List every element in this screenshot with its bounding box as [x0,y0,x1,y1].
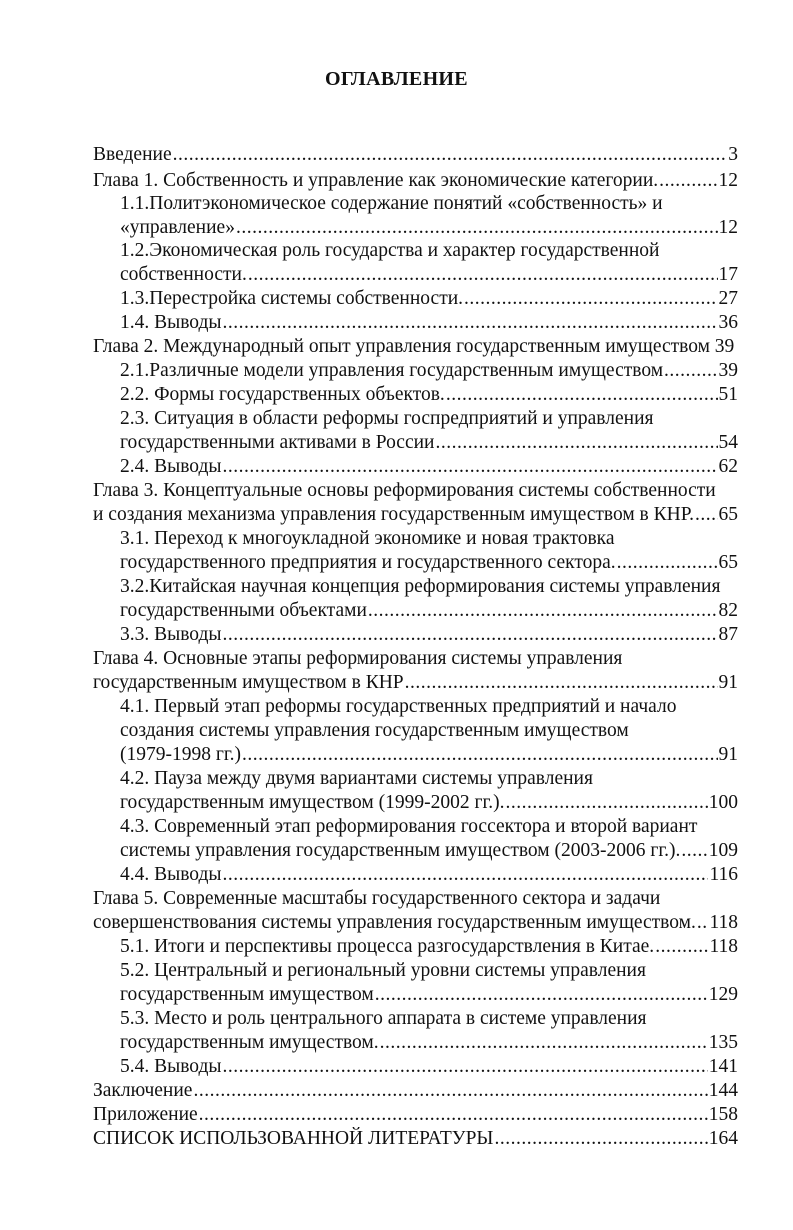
toc-entry-text: 1.1.Политэкономическое содержание понятий «собственность» и [120,193,663,214]
toc-entry-text: 2.4. Выводы [120,456,222,477]
toc-entry-text: и создания механизма управления государственным имуществом в КНР. [93,504,695,525]
toc-entry [93,1103,738,1127]
toc-entry [120,311,738,335]
toc-entry-text: 4.2. Пауза между двумя вариантами системы управления [120,768,593,789]
toc-entry-text: совершенствования системы управления государственным имуществом. [93,912,696,933]
toc-leader [236,216,718,240]
toc-entry [120,287,738,311]
toc-page-number: 12 [718,170,738,191]
toc-entry-text: государственным имуществом в КНР [93,672,404,693]
toc-leader [375,983,708,1007]
toc-entry-text: Глава 2. Международный опыт управления государственным имуществом 39 [93,336,735,357]
toc-entry [120,455,738,479]
toc-leader [199,1103,708,1127]
toc-entry-text: государственными активами в России [120,432,435,453]
toc-entry-text: Глава 3. Концептуальные основы реформирования системы собственности [93,480,716,501]
toc-entry-text: государственным имуществом. [120,1032,379,1053]
toc-page-number: 27 [718,288,738,309]
toc-leader [193,1079,707,1103]
toc-entry [93,911,738,935]
toc-page-number: 100 [708,792,738,813]
toc-entry-text: СПИСОК ИСПОЛЬЗОВАННОЙ ЛИТЕРАТУРЫ [93,1128,494,1149]
toc-entry-text: 2.1.Различные модели управления государственным имуществом [120,360,664,381]
toc-page-number: 116 [709,864,738,885]
toc-entry [120,551,738,575]
toc-leader [617,551,718,575]
toc-entry-text: 3.1. Переход к многоукладной экономике и новая трактовка [120,528,615,549]
toc-page-number: 109 [708,840,738,861]
toc-leader [494,1127,707,1151]
toc-page-number: 87 [718,624,738,645]
toc-page-number: 118 [709,912,738,933]
toc-entry [120,863,738,887]
toc-entry-text: 4.4. Выводы [120,864,222,885]
toc-entry-text: 5.4. Выводы [120,1056,222,1077]
toc-leader [664,359,717,383]
toc-entry [120,383,738,407]
toc-entry-text: 4.1. Первый этап реформы государственных предприятий и начало [120,696,677,717]
toc-entry [120,359,738,383]
toc-entry-text: 4.3. Современный этап реформирования госсектора и второй вариант [120,816,698,837]
toc-leader [681,839,707,863]
toc-page-number: 54 [718,432,738,453]
toc-leader [223,623,718,647]
toc-page-number: 51 [718,384,738,405]
toc-entry [93,503,738,527]
toc-leader [173,143,728,167]
toc-entry-text: 1.2.Экономическая роль государства и характер государственной [120,240,660,261]
toc-entry-text: 2.2. Формы государственных объектов. [120,384,445,405]
toc-entry [120,263,738,287]
toc-page-number: 65 [718,504,738,525]
toc-page-number: 129 [708,984,738,1005]
toc-entry [120,983,738,1007]
toc-entry-text: государственным имуществом [120,984,374,1005]
toc-entry [120,791,738,815]
toc-page-number: 118 [709,936,738,957]
toc-entry-text: 5.1. Итоги и перспективы процесса разгосударствления в Китае. [120,936,655,957]
toc-entry-text: Заключение [93,1080,193,1101]
toc-leader [223,311,718,335]
toc-leader [464,287,717,311]
toc-entry [93,671,738,695]
toc-leader [659,169,717,193]
toc-leader [695,503,717,527]
toc-entry-text: «управление» [120,217,235,238]
toc-entry-text: системы управления государственным имуществом (2003-2006 гг.). [120,840,681,861]
toc-page-number: 158 [708,1104,738,1125]
toc-leader [697,911,709,935]
toc-entry-text: государственными объектами [120,600,367,621]
toc-page-number: 144 [708,1080,738,1101]
toc-page-number: 17 [718,264,738,285]
toc-leader [223,1055,708,1079]
toc-leader [655,935,708,959]
toc-page-number: 141 [708,1056,738,1077]
toc-entry [120,1031,738,1055]
page-title: ОГЛАВЛЕНИЕ [325,68,468,90]
toc-entry [120,935,738,959]
toc-page-number: 39 [718,360,738,381]
toc-leader [223,863,709,887]
toc-entry [93,1127,738,1151]
toc-page-number: 12 [718,217,738,238]
toc-entry-text: государственным имуществом (1999-2002 гг.). [120,792,505,813]
toc-entry-text: (1979-1998 гг.) [120,744,242,765]
toc-entry-text: собственности. [120,264,247,285]
toc-page-number: 91 [718,744,738,765]
toc-leader [242,743,717,767]
toc-entry [120,431,738,455]
toc-entry [120,1055,738,1079]
toc-entry-text: Глава 1. Собственность и управление как экономические категории. [93,170,659,191]
toc-entry-text: 5.3. Место и роль центрального аппарата в системе управления [120,1008,647,1029]
toc-entry [120,839,738,863]
toc-entry-text: государственного предприятия и государственного сектора. [120,552,616,573]
toc-entry-text: 1.3.Перестройка системы собственности. [120,288,464,309]
toc-entry [93,143,738,167]
toc-entry-text: Приложение [93,1104,198,1125]
toc-leader [436,431,718,455]
toc-entry-text: 3.2.Китайская научная концепция реформирования системы управления [120,576,721,597]
toc-entry [93,169,738,193]
toc-entry-text: Глава 4. Основные этапы реформирования системы управления [93,648,623,669]
toc-entry [120,599,738,623]
toc-page-number: 36 [718,312,738,333]
toc-entry-text: создания системы управления государственным имуществом [120,720,629,741]
toc-page-number: 3 [728,144,738,165]
toc-entry [120,623,738,647]
toc-entry-text: 3.3. Выводы [120,624,222,645]
toc-page-number: 91 [718,672,738,693]
toc-entry [120,743,738,767]
toc-entry [93,1079,738,1103]
toc-leader [405,671,718,695]
toc-leader [446,383,718,407]
toc-page-number: 135 [708,1032,738,1053]
toc-page-number: 62 [718,456,738,477]
toc-leader [368,599,718,623]
toc-leader [380,1031,708,1055]
toc-page-number: 164 [708,1128,738,1149]
toc-page-number: 65 [718,552,738,573]
toc-leader [506,791,708,815]
toc-leader [248,263,718,287]
toc-entry-text: Глава 5. Современные масштабы государственного сектора и задачи [93,888,661,909]
toc-leader [223,455,718,479]
toc-entry-text: 5.2. Центральный и региональный уровни системы управления [120,960,646,981]
toc-page-number: 82 [718,600,738,621]
toc-entry [120,216,738,240]
toc-entry-text: 1.4. Выводы [120,312,222,333]
toc-entry-text: Введение [93,144,172,165]
toc-entry-text: 2.3. Ситуация в области реформы госпредприятий и управления [120,408,654,429]
